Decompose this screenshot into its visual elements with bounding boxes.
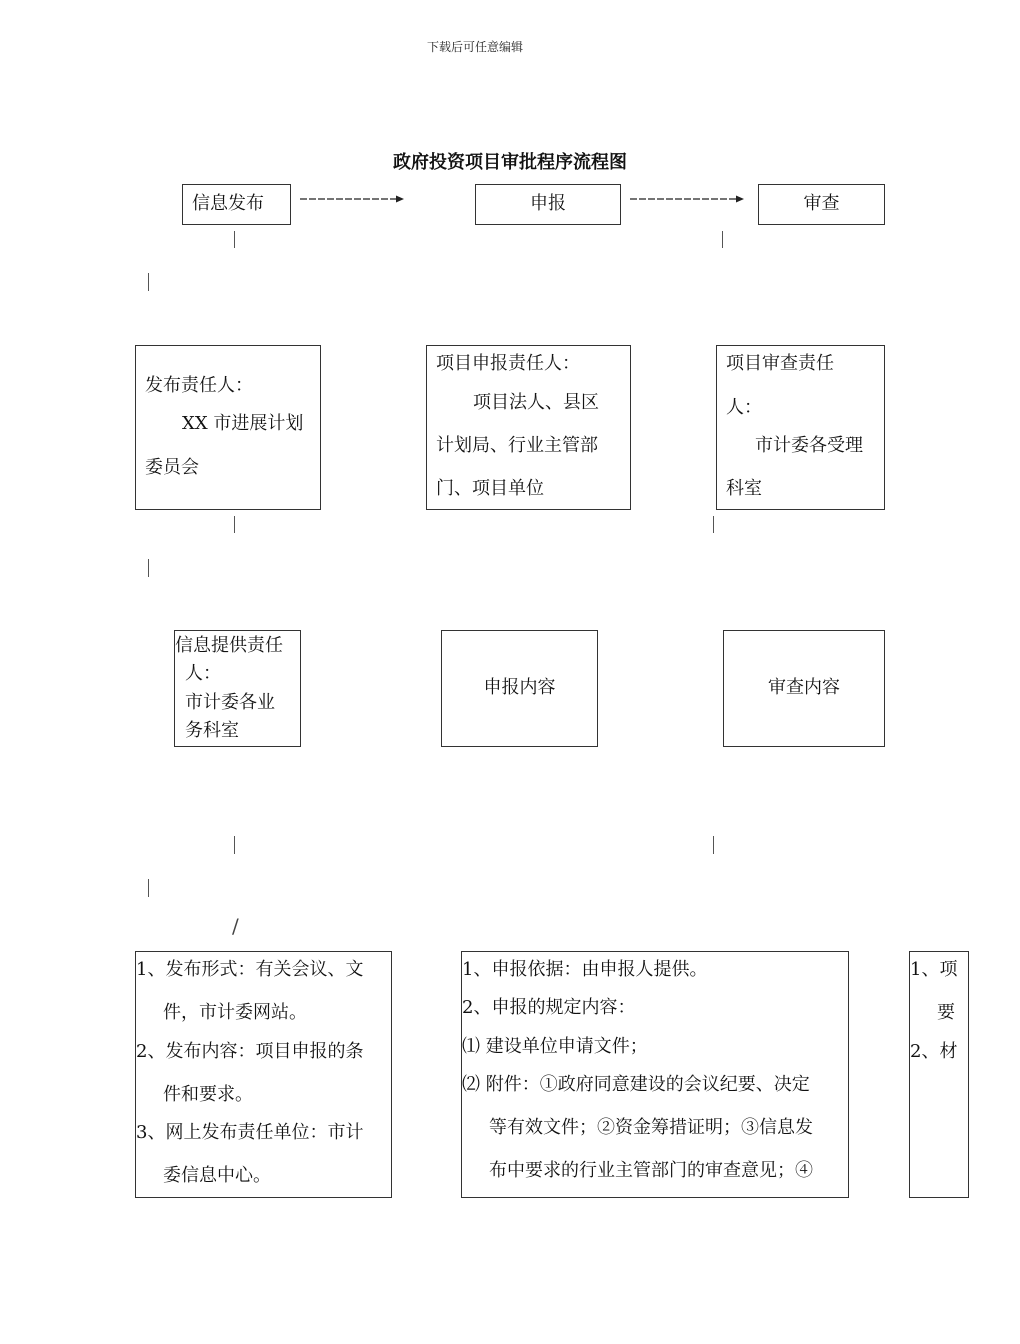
review-detail-line: 2、材 (910, 1041, 958, 1062)
apply-detail-line: ⑴ 建设单位申请文件； (462, 1036, 648, 1057)
connector-line (148, 879, 149, 897)
stage-review-box (758, 184, 885, 225)
publish-detail-line: 委信息中心。 (163, 1165, 271, 1186)
apply-responsible-line: 项目申报责任人： (436, 353, 580, 374)
page-title: 政府投资项目审批程序流程图 (393, 152, 627, 173)
publish-details-box (135, 951, 392, 1198)
review-responsible-line: 项目审查责任 (726, 353, 834, 374)
stage-review-label: 审查 (803, 193, 840, 214)
info-provider-box (174, 630, 301, 747)
slash-mark: / (232, 914, 239, 938)
review-responsible-line: 市计委各受理 (755, 435, 863, 456)
header-note: 下载后可任意编辑 (426, 40, 523, 54)
apply-responsible-box (426, 345, 631, 510)
stage-apply-label: 申报 (530, 193, 566, 214)
connector-line (713, 516, 714, 533)
publish-detail-line: 件和要求。 (163, 1084, 253, 1105)
review-content-box (723, 630, 885, 747)
review-responsible-line: 科室 (726, 478, 762, 499)
stage-publish-label: 信息发布 (192, 193, 264, 214)
review-content-label: 审查内容 (768, 677, 840, 698)
review-detail-line: 要 (937, 1002, 955, 1023)
apply-detail-line: ⑵ 附件：①政府同意建设的会议纪要、决定 (462, 1074, 810, 1095)
arrow-apply-to-review (628, 192, 748, 206)
publish-responsible-line: XX 市进展计划 (182, 413, 304, 434)
connector-line (234, 516, 235, 533)
arrow-publish-to-apply (298, 192, 408, 206)
apply-content-box (441, 630, 598, 747)
stage-apply-box (475, 184, 621, 225)
review-details-box (909, 951, 969, 1198)
apply-detail-line: 布中要求的行业主管部门的审查意见；④ (489, 1160, 813, 1181)
publish-detail-line: 3、网上发布责任单位：市计 (136, 1122, 364, 1143)
apply-responsible-line: 门、项目单位 (436, 478, 544, 499)
publish-detail-line: 1、发布形式：有关会议、文 (136, 959, 364, 980)
connector-line (234, 231, 235, 248)
info-provider-line: 务科室 (185, 720, 239, 741)
publish-detail-line: 件，市计委网站。 (163, 1002, 307, 1023)
review-responsible-box (716, 345, 885, 510)
apply-detail-line: 等有效文件；②资金筹措证明；③信息发 (489, 1117, 813, 1138)
apply-responsible-line: 项目法人、县区 (473, 392, 599, 413)
publish-responsible-line: 发布责任人： (145, 375, 253, 396)
apply-content-label: 申报内容 (483, 677, 556, 698)
review-responsible-line: 人： (726, 397, 762, 418)
connector-line (148, 559, 149, 577)
connector-line (148, 273, 149, 291)
info-provider-line: 信息提供责任 (175, 635, 283, 656)
publish-responsible-line: 委员会 (145, 457, 199, 478)
info-provider-line: 市计委各业 (185, 692, 275, 713)
publish-responsible-box (135, 345, 321, 510)
stage-publish-box (182, 184, 291, 225)
apply-detail-line: 1、申报依据：由申报人提供。 (462, 959, 708, 980)
apply-details-box (461, 951, 849, 1198)
apply-responsible-line: 计划局、行业主管部 (436, 435, 598, 456)
info-provider-line: 人： (185, 663, 221, 684)
connector-line (234, 836, 235, 854)
publish-detail-line: 2、发布内容：项目申报的条 (136, 1041, 364, 1062)
connector-line (713, 836, 714, 854)
connector-line (722, 231, 723, 248)
review-detail-line: 1、项 (910, 959, 958, 980)
apply-detail-line: 2、申报的规定内容： (462, 997, 636, 1018)
